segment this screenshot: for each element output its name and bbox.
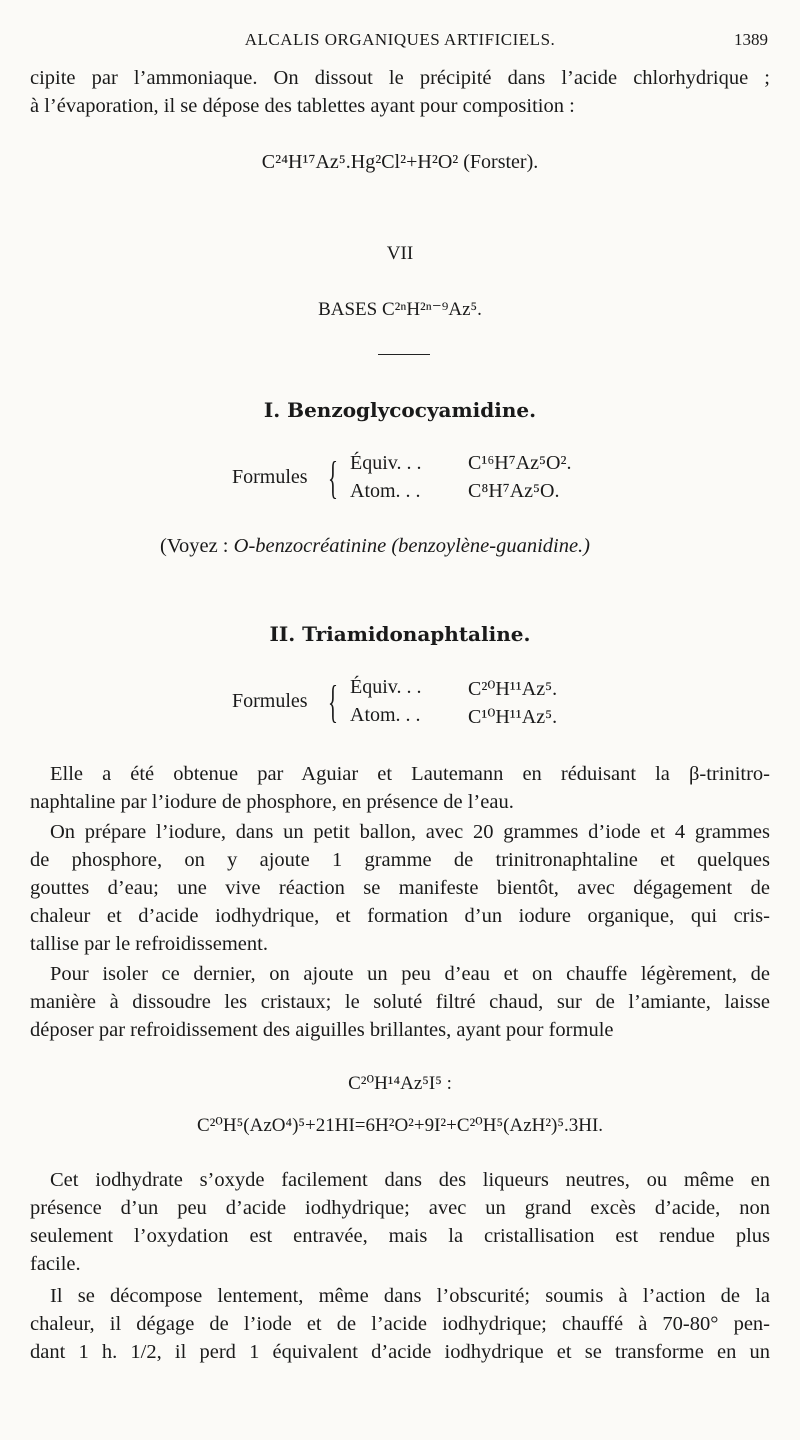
atom-formula: C¹⁰H¹¹Az⁵. xyxy=(468,706,558,728)
text-line: présence d’un peu d’acide iodhydrique; avec un grand excès d’acide, non xyxy=(30,1197,770,1219)
chemical-formula: C²⁰H¹⁴Az⁵I⁵ : xyxy=(348,1073,452,1094)
formules-label: Formules xyxy=(232,690,308,712)
section-divider xyxy=(378,354,430,355)
compound-heading: I. Benzoglycocyamidine. xyxy=(263,398,537,422)
text-line: dant 1 h. 1/2, il perd 1 équivalent d’acide iodhydrique et se transforme en un xyxy=(30,1341,770,1363)
section-number: VII xyxy=(386,243,414,264)
text-line: cipite par l’ammoniaque. On dissout le précipité dans l’acide chlorhydrique ; xyxy=(30,67,770,89)
text-line: à l’évaporation, il se dépose des tablettes ayant pour composition : xyxy=(30,95,575,117)
text-line: tallise par le refroidissement. xyxy=(30,933,268,955)
compound-heading: II. Triamidonaphtaline. xyxy=(269,622,531,646)
text-line: seulement l’oxydation est entravée, mais la cristallisation est rendue plus xyxy=(30,1225,770,1247)
formules-label: Formules xyxy=(232,466,308,488)
text-line: manière à dissoudre les cristaux; le soluté filtré chaud, sur de l’amiante, laisse xyxy=(30,991,770,1013)
running-header: ALCALIS ORGANIQUES ARTIFICIELS. xyxy=(244,30,556,49)
page-number: 1389 xyxy=(734,30,768,49)
section-title: BASES C²ⁿH²ⁿ⁻⁹Az⁵. xyxy=(318,299,482,320)
text-line: Elle a été obtenue par Aguiar et Lautemann en réduisant la β-trinitro- xyxy=(50,763,770,785)
text-line: gouttes d’eau; une vive réaction se manifeste bientôt, avec dégagement de xyxy=(30,877,770,899)
text-line: On prépare l’iodure, dans un petit ballon, avec 20 grammes d’iode et 4 grammes xyxy=(50,821,770,843)
atom-label: Atom. . . xyxy=(350,480,421,502)
brace-glyph: { xyxy=(328,452,338,503)
brace-glyph: { xyxy=(328,676,338,727)
text-line: Cet iodhydrate s’oxyde facilement dans des liqueurs neutres, ou même en xyxy=(50,1169,770,1191)
chemical-formula: C²⁴H¹⁷Az⁵.Hg²Cl²+H²O² (Forster). xyxy=(261,151,539,173)
text-line: facile. xyxy=(30,1253,81,1275)
text-line: chaleur, il dégage de l’iode et de l’acide iodhydrique; chauffé à 70-80° pen- xyxy=(30,1313,770,1335)
cross-reference: (Voyez : O-benzocréatinine (benzoylène-guanidine.) xyxy=(160,535,591,557)
equiv-label: Équiv. . . xyxy=(350,676,422,698)
text-line: Pour isoler ce dernier, on ajoute un peu d’eau et on chauffe légèrement, de xyxy=(50,963,770,985)
chemical-equation: C²⁰H⁵(AzO⁴)⁵+21HI=6H²O²+9I²+C²⁰H⁵(AzH²)⁵.3HI. xyxy=(196,1115,604,1136)
equiv-formula: C¹⁶H⁷Az⁵O². xyxy=(468,452,572,474)
text-line: déposer par refroidissement des aiguilles brillantes, ayant pour formule xyxy=(30,1019,614,1041)
atom-label: Atom. . . xyxy=(350,704,421,726)
equiv-label: Équiv. . . xyxy=(350,452,422,474)
text-line: chaleur et d’acide iodhydrique, et formation d’un iodure organique, qui cris- xyxy=(30,905,770,927)
text-line: de phosphore, on y ajoute 1 gramme de trinitronaphtaline et quelques xyxy=(30,849,770,871)
atom-formula: C⁸H⁷Az⁵O. xyxy=(468,480,560,502)
equiv-formula: C²⁰H¹¹Az⁵. xyxy=(468,678,558,700)
text-line: Il se décompose lentement, même dans l’obscurité; soumis à l’action de la xyxy=(50,1285,770,1307)
text-line: naphtaline par l’iodure de phosphore, en présence de l’eau. xyxy=(30,791,514,813)
